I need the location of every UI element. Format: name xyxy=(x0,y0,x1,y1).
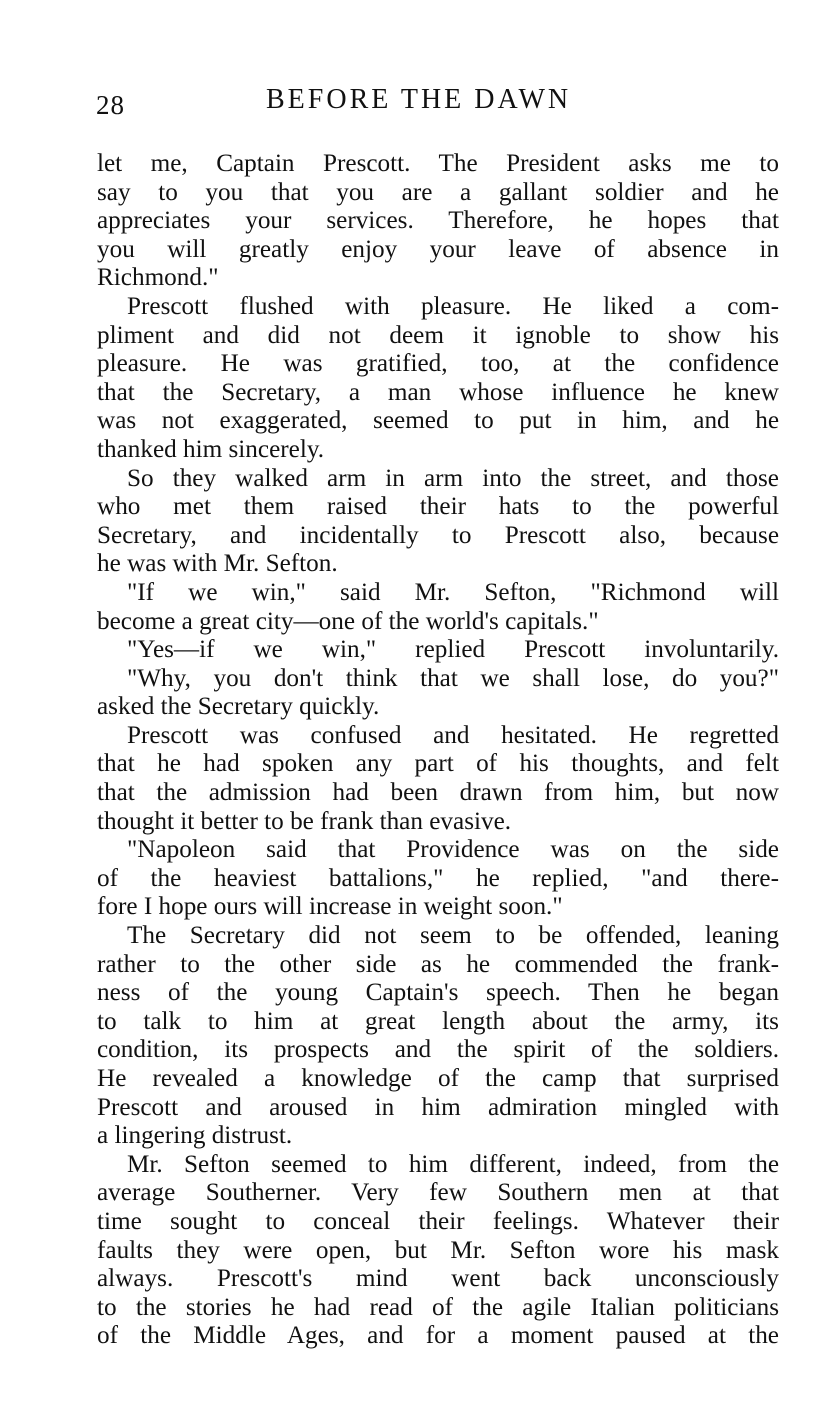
text-line: "If we win," said Mr. Sefton, "Richmond will xyxy=(127,578,779,606)
text-line: he was with Mr. Sefton. xyxy=(97,550,338,578)
text-line: say to you that you are a gallant soldier and he xyxy=(97,178,779,206)
text-line: time sought to conceal their feelings. Whatever their xyxy=(97,1207,779,1235)
text-line: asked the Secretary quickly. xyxy=(97,693,380,721)
text-line: of the Middle Ages, and for a moment paused at the xyxy=(97,1322,779,1350)
text-line: always. Prescott's mind went back unconsciously xyxy=(97,1265,779,1293)
text-line: you will greatly enjoy your leave of absence in xyxy=(97,235,779,263)
running-head: BEFORE THE DAWN xyxy=(266,84,572,115)
text-line: thought it better to be frank than evasive. xyxy=(97,807,512,835)
text-line: "Yes—if we win," replied Prescott involuntarily. xyxy=(127,636,779,664)
text-line: He revealed a knowledge of the camp that surprised xyxy=(97,1065,779,1092)
text-line: was not exaggerated, seemed to put in him, and he xyxy=(97,407,779,435)
text-line: The Secretary did not seem to be offended, leaning xyxy=(127,922,779,950)
text-line: Prescott was confused and hesitated. He regretted xyxy=(127,721,779,749)
text-line: thanked him sincerely. xyxy=(97,435,325,463)
text-line: that the Secretary, a man whose influence he knew xyxy=(97,378,779,406)
text-line: Prescott and aroused in him admiration mingled with xyxy=(97,1093,779,1121)
text-line: to talk to him at great length about the army, its xyxy=(97,1007,779,1035)
text-line: fore I hope ours will increase in weight soon." xyxy=(97,893,563,921)
text-line: Mr. Sefton seemed to him different, indeed, from the xyxy=(127,1150,779,1178)
text-line: pleasure. He was gratified, too, at the confidence xyxy=(97,350,779,378)
text-line: to the stories he had read of the agile Italian politicians xyxy=(97,1293,779,1321)
text-line: who met them raised their hats to the powerful xyxy=(97,493,779,521)
text-line: become a great city—one of the world's capitals." xyxy=(97,607,599,635)
text-line: "Napoleon said that Providence was on the side xyxy=(127,836,779,864)
text-line: Prescott flushed with pleasure. He liked a com- xyxy=(127,292,779,320)
text-line: appreciates your services. Therefore, he hopes that xyxy=(97,207,779,235)
text-line: of the heaviest battalions," he replied, "and there- xyxy=(97,864,779,892)
page-header xyxy=(96,84,786,124)
text-line: rather to the other side as he commended the frank- xyxy=(97,950,779,978)
page-number: 28 xyxy=(96,90,125,120)
text-line: ness of the young Captain's speech. Then he began xyxy=(97,979,779,1007)
text-line: pliment and did not deem it ignoble to show his xyxy=(97,321,779,349)
text-line: that he had spoken any part of his thoughts, and felt xyxy=(97,750,779,778)
text-line: faults they were open, but Mr. Sefton wore his mask xyxy=(97,1236,779,1264)
text-line: So they walked arm in arm into the street, and those xyxy=(127,464,779,492)
text-line: let me, Captain Prescott. The President asks me to xyxy=(97,150,779,177)
body-text xyxy=(97,150,779,1351)
text-line: Secretary, and incidentally to Prescott also, because xyxy=(97,521,779,549)
text-line: a lingering distrust. xyxy=(97,1122,293,1150)
text-line: average Southerner. Very few Southern men at that xyxy=(97,1179,779,1207)
text-line: that the admission had been drawn from him, but now xyxy=(97,779,779,807)
text-line: "Why, you don't think that we shall lose, do you?" xyxy=(127,664,779,692)
text-line: Richmond." xyxy=(97,264,219,292)
text-line: condition, its prospects and the spirit of the soldiers. xyxy=(97,1036,779,1064)
